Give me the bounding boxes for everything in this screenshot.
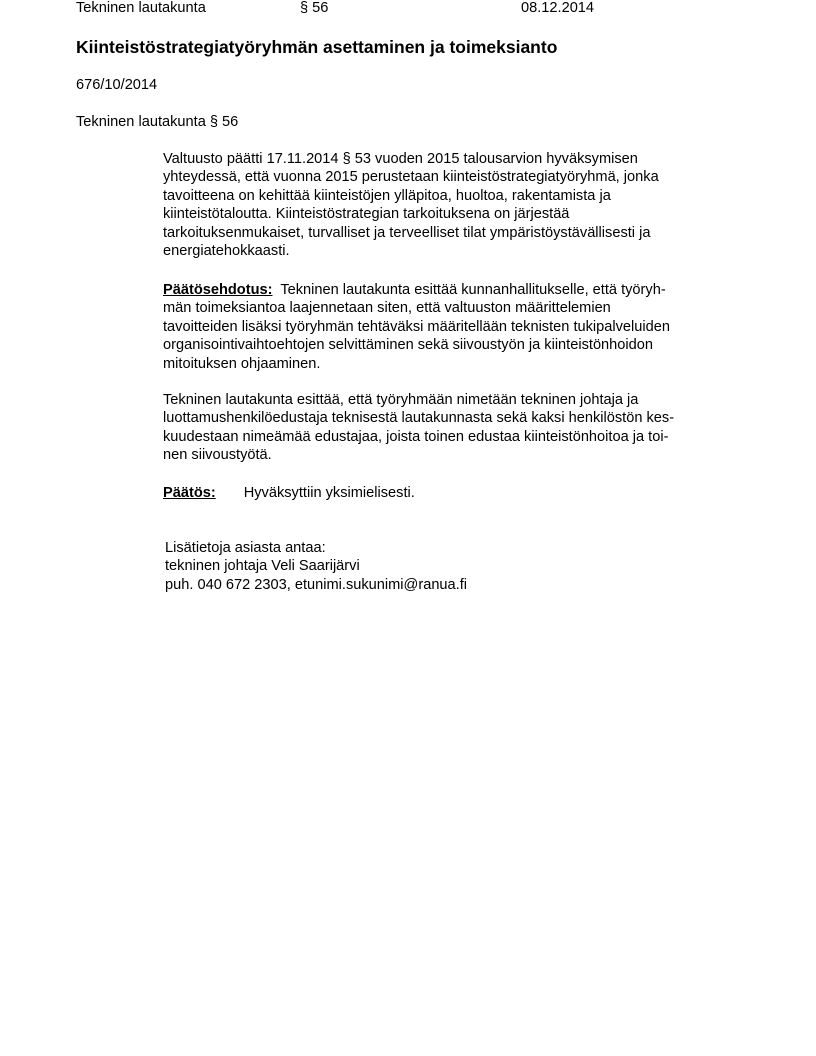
text-line: tavoitteena on kehittää kiinteistöjen ylläpitoa, huoltoa, rakentamista ja [163,187,611,204]
header-board: Tekninen lautakunta [76,0,206,16]
text-line: Tekninen lautakunta esittää, että työryhmään nimetään tekninen johtaja ja [163,392,639,408]
text-line: puh. 040 672 2303, etunimi.sukunimi@ranua.fi [165,576,468,593]
decision-text: Hyväksyttiin yksimielisesti. [243,485,415,501]
text-line: tekninen johtaja Veli Saarijärvi [165,558,360,575]
header-date: 08.12.2014 [521,0,595,16]
text-line: Valtuusto päätti 17.11.2014 § 53 vuoden 2015 talousarvion hyväksymisen [163,151,638,167]
reference-number: 676/10/2014 [76,77,158,93]
text-line: kiinteistötaloutta. Kiinteistöstrategian tarkoituksena on järjestää [163,206,570,223]
text-line: luottamushenkilöedustaja teknisestä lautakunnasta sekä kaksi henkilöstön kes- [163,410,675,427]
proposal-paragraph [163,281,670,373]
header-section: § 56 [300,0,329,16]
text-line: yhteydessä, että vuonna 2015 perustetaan kiinteistöstrategiatyöryhmä, jonka [163,169,659,186]
proposal-label: Päätösehdotus: [163,282,273,298]
text-line: Lisätietoja asiasta antaa: [165,540,326,556]
text-line: mitoituksen ohjaaminen. [163,355,321,372]
text-line: organisointivaihtoehtojen selvittäminen sekä siivoustyön ja kiinteistönhoidon [163,337,653,354]
text-line: nen siivoustyötä. [163,447,272,464]
text-line: energiatehokkaasti. [163,242,290,259]
decision [163,484,415,502]
document-title: Kiinteistöstrategiatyöryhmän asettaminen ja toimeksianto [76,37,558,57]
text-line: tavoitteiden lisäksi työryhmän tehtäväksi määritellään teknisten tukipalveluiden [163,318,670,335]
members-paragraph [163,391,674,465]
background-paragraph [163,150,659,260]
text-line: kuudestaan nimeämää edustajaa, joista toinen edustaa kiinteistönhoitoa ja toi- [163,428,669,445]
meeting-section: Tekninen lautakunta § 56 [76,114,239,130]
contact-info [165,539,467,594]
text-line: tarkoituksenmukaiset, turvalliset ja terveelliset tilat ympäristöystävällisesti ja [163,224,651,241]
decision-label: Päätös: [163,485,216,501]
text-line: män toimeksiantoa laajennetaan siten, että valtuuston määrittelemien [163,300,611,317]
text-line: Tekninen lautakunta esittää kunnanhallitukselle, että työryh- [280,282,666,298]
